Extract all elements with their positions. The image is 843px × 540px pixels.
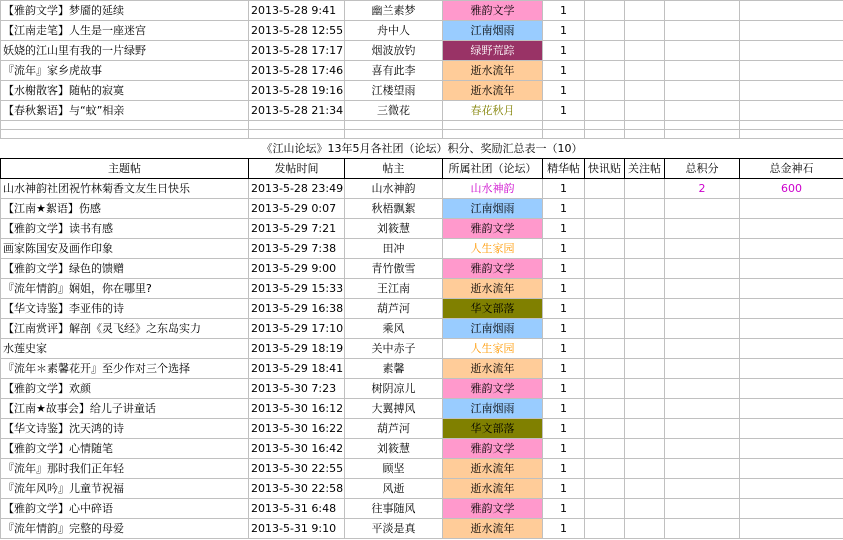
cell-time[interactable]: 2013-5-28 17:17 — [249, 41, 345, 61]
cell-club[interactable]: 雅韵文学 — [443, 1, 543, 21]
cell-topic[interactable]: 『流年＊素馨花开』至少作对三个选择 — [1, 359, 249, 379]
cell-guanzhu[interactable] — [625, 1, 665, 21]
cell-jinghua[interactable]: 1 — [543, 359, 585, 379]
cell-time[interactable]: 2013-5-29 0:07 — [249, 199, 345, 219]
table-row — [1, 219, 843, 239]
cell-total[interactable] — [665, 279, 740, 299]
cell-jinghua[interactable]: 1 — [543, 499, 585, 519]
cell-total[interactable] — [665, 419, 740, 439]
cell-gold[interactable] — [740, 399, 843, 419]
cell-jinghua[interactable]: 1 — [543, 479, 585, 499]
cell-guanzhu[interactable] — [625, 219, 665, 239]
cell-jinghua[interactable]: 1 — [543, 179, 585, 199]
cell-club[interactable]: 江南烟雨 — [443, 199, 543, 219]
cell-guanzhu[interactable] — [625, 499, 665, 519]
cell-jinghua[interactable]: 1 — [543, 21, 585, 41]
cell-club[interactable]: 山水神韵 — [443, 179, 543, 199]
cell-gold[interactable] — [740, 319, 843, 339]
table-row — [1, 499, 843, 519]
cell-gold[interactable] — [740, 279, 843, 299]
header-jinghua[interactable]: 精华帖 — [543, 159, 585, 179]
cell-gold[interactable] — [740, 339, 843, 359]
table-row — [1, 1, 843, 21]
cell-club[interactable]: 雅韵文学 — [443, 219, 543, 239]
cell-author[interactable]: 顾坚 — [345, 459, 443, 479]
cell-time[interactable]: 2013-5-28 23:49 — [249, 179, 345, 199]
cell-gold[interactable] — [740, 61, 843, 81]
header-guanzhu[interactable]: 关注帖 — [625, 159, 665, 179]
cell-author[interactable]: 烟波放钓 — [345, 41, 443, 61]
cell-guanzhu[interactable] — [625, 81, 665, 101]
cell-guanzhu[interactable] — [625, 299, 665, 319]
cell-club[interactable]: 逝水流年 — [443, 81, 543, 101]
cell-author[interactable]: 秋梧飘絮 — [345, 199, 443, 219]
cell-guanzhu[interactable] — [625, 199, 665, 219]
cell-jinghua[interactable]: 1 — [543, 299, 585, 319]
header-author[interactable]: 帖主 — [345, 159, 443, 179]
cell-time[interactable]: 2013-5-29 9:00 — [249, 259, 345, 279]
cell-club[interactable]: 华文部落 — [443, 299, 543, 319]
cell-club[interactable]: 江南烟雨 — [443, 399, 543, 419]
cell-total[interactable] — [665, 479, 740, 499]
cell-kuaixun[interactable] — [585, 41, 625, 61]
cell-author[interactable]: 刘筱慧 — [345, 219, 443, 239]
cell-gold[interactable] — [740, 101, 843, 121]
cell-topic[interactable]: 【江南★絮语】伤感 — [1, 199, 249, 219]
header-gold[interactable]: 总金神石 — [740, 159, 843, 179]
cell-jinghua[interactable]: 1 — [543, 41, 585, 61]
cell-kuaixun[interactable] — [585, 21, 625, 41]
cell-total[interactable] — [665, 519, 740, 539]
cell-club[interactable]: 雅韵文学 — [443, 499, 543, 519]
cell-guanzhu[interactable] — [625, 379, 665, 399]
cell-total[interactable] — [665, 199, 740, 219]
cell-guanzhu[interactable] — [625, 41, 665, 61]
cell-total[interactable] — [665, 61, 740, 81]
header-kuaixun[interactable]: 快讯贴 — [585, 159, 625, 179]
cell-gold[interactable] — [740, 21, 843, 41]
cell-guanzhu[interactable] — [625, 179, 665, 199]
header-topic[interactable]: 主题帖 — [1, 159, 249, 179]
cell-guanzhu[interactable] — [625, 459, 665, 479]
cell-time[interactable]: 2013-5-29 17:10 — [249, 319, 345, 339]
header-club[interactable]: 所属社团（论坛） — [443, 159, 543, 179]
cell-gold[interactable] — [740, 1, 843, 21]
cell-time[interactable]: 2013-5-29 7:21 — [249, 219, 345, 239]
cell-club[interactable]: 逝水流年 — [443, 359, 543, 379]
table-row — [1, 279, 843, 299]
cell-author[interactable]: 田冲 — [345, 239, 443, 259]
header-time[interactable]: 发帖时间 — [249, 159, 345, 179]
cell-gold[interactable] — [740, 219, 843, 239]
cell-gold[interactable] — [740, 41, 843, 61]
cell-topic[interactable]: 【雅韵文学】心情随笔 — [1, 439, 249, 459]
cell-jinghua[interactable]: 1 — [543, 199, 585, 219]
cell-time[interactable]: 2013-5-29 7:38 — [249, 239, 345, 259]
cell-topic[interactable]: 【雅韵文学】读书有感 — [1, 219, 249, 239]
cell-gold[interactable] — [740, 81, 843, 101]
cell-author[interactable]: 江楼望雨 — [345, 81, 443, 101]
table-row — [1, 259, 843, 279]
cell-kuaixun[interactable] — [585, 319, 625, 339]
cell-author[interactable]: 幽兰素梦 — [345, 1, 443, 21]
table-row — [1, 339, 843, 359]
cell-topic[interactable]: 『流年』那时我们正年轻 — [1, 459, 249, 479]
cell-topic[interactable]: 『流年情韵』娴姐，你在哪里? — [1, 279, 249, 299]
cell-topic[interactable]: 【江南★故事会】给儿子讲童话 — [1, 399, 249, 419]
cell-topic[interactable]: 【雅韵文学】绿色的馈赠 — [1, 259, 249, 279]
cell-jinghua[interactable]: 1 — [543, 399, 585, 419]
cell-time[interactable]: 2013-5-30 22:58 — [249, 479, 345, 499]
cell-club[interactable]: 雅韵文学 — [443, 259, 543, 279]
blank-row — [1, 121, 843, 130]
cell-guanzhu[interactable] — [625, 359, 665, 379]
cell-author[interactable]: 葫芦河 — [345, 299, 443, 319]
cell-kuaixun[interactable] — [585, 61, 625, 81]
cell-total[interactable] — [665, 21, 740, 41]
cell-kuaixun[interactable] — [585, 199, 625, 219]
cell-time[interactable]: 2013-5-29 18:19 — [249, 339, 345, 359]
cell-jinghua[interactable]: 1 — [543, 379, 585, 399]
table-row — [1, 101, 843, 121]
cell-total[interactable] — [665, 319, 740, 339]
cell-topic[interactable]: 画家陈国安及画作印象 — [1, 239, 249, 259]
cell-club[interactable]: 逝水流年 — [443, 61, 543, 81]
cell-author[interactable]: 素馨 — [345, 359, 443, 379]
cell-club[interactable]: 逝水流年 — [443, 279, 543, 299]
cell-kuaixun[interactable] — [585, 279, 625, 299]
top-rows — [1, 1, 843, 121]
table-row — [1, 239, 843, 259]
cell-topic[interactable]: 【华文诗鉴】沈天鸿的诗 — [1, 419, 249, 439]
table-row — [1, 299, 843, 319]
cell-kuaixun[interactable] — [585, 1, 625, 21]
cell-author[interactable]: 王江南 — [345, 279, 443, 299]
cell-guanzhu[interactable] — [625, 479, 665, 499]
cell-club[interactable]: 江南烟雨 — [443, 21, 543, 41]
table-row — [1, 41, 843, 61]
cell-topic[interactable]: 【江南走笔】人生是一座迷宫 — [1, 21, 249, 41]
cell-club[interactable]: 绿野荒踪 — [443, 41, 543, 61]
cell-total[interactable] — [665, 239, 740, 259]
cell-jinghua[interactable]: 1 — [543, 419, 585, 439]
cell-total[interactable] — [665, 379, 740, 399]
cell-guanzhu[interactable] — [625, 439, 665, 459]
cell-author[interactable]: 葫芦河 — [345, 419, 443, 439]
header-total[interactable]: 总积分 — [665, 159, 740, 179]
table-row — [1, 459, 843, 479]
cell-topic[interactable]: 【华文诗鉴】李亚伟的诗 — [1, 299, 249, 319]
cell-time[interactable]: 2013-5-29 16:38 — [249, 299, 345, 319]
table-row — [1, 21, 843, 41]
cell-time[interactable]: 2013-5-30 16:42 — [249, 439, 345, 459]
cell-time[interactable]: 2013-5-31 9:10 — [249, 519, 345, 539]
cell-kuaixun[interactable] — [585, 459, 625, 479]
cell-author[interactable]: 往事随风 — [345, 499, 443, 519]
cell-total[interactable] — [665, 101, 740, 121]
cell-kuaixun[interactable] — [585, 239, 625, 259]
cell-guanzhu[interactable] — [625, 101, 665, 121]
cell-author[interactable]: 风逝 — [345, 479, 443, 499]
cell-jinghua[interactable]: 1 — [543, 81, 585, 101]
cell-jinghua[interactable]: 1 — [543, 439, 585, 459]
cell-guanzhu[interactable] — [625, 21, 665, 41]
table-row — [1, 61, 843, 81]
table-row — [1, 439, 843, 459]
cell-topic[interactable]: 【雅韵文学】心中碎语 — [1, 499, 249, 519]
cell-total[interactable] — [665, 219, 740, 239]
cell-total[interactable]: 2 — [665, 179, 740, 199]
cell-total[interactable] — [665, 499, 740, 519]
cell-club[interactable]: 春花秋月 — [443, 101, 543, 121]
cell-author[interactable]: 大翼搏风 — [345, 399, 443, 419]
cell-jinghua[interactable]: 1 — [543, 279, 585, 299]
cell-kuaixun[interactable] — [585, 379, 625, 399]
cell-guanzhu[interactable] — [625, 319, 665, 339]
cell-club[interactable]: 人生家园 — [443, 239, 543, 259]
cell-time[interactable]: 2013-5-28 19:16 — [249, 81, 345, 101]
cell-gold[interactable] — [740, 239, 843, 259]
cell-guanzhu[interactable] — [625, 519, 665, 539]
cell-author[interactable]: 喜有此李 — [345, 61, 443, 81]
cell-guanzhu[interactable] — [625, 239, 665, 259]
cell-gold[interactable] — [740, 459, 843, 479]
cell-gold[interactable] — [740, 299, 843, 319]
cell-jinghua[interactable]: 1 — [543, 239, 585, 259]
cell-kuaixun[interactable] — [585, 81, 625, 101]
cell-topic[interactable]: 山水神韵社团祝竹林菊香文友生日快乐 — [1, 179, 249, 199]
cell-topic[interactable]: 水莲史家 — [1, 339, 249, 359]
cell-club[interactable]: 人生家园 — [443, 339, 543, 359]
cell-guanzhu[interactable] — [625, 259, 665, 279]
cell-club[interactable]: 逝水流年 — [443, 479, 543, 499]
cell-kuaixun[interactable] — [585, 439, 625, 459]
table-row — [1, 81, 843, 101]
cell-guanzhu[interactable] — [625, 419, 665, 439]
table-row — [1, 199, 843, 219]
cell-guanzhu[interactable] — [625, 61, 665, 81]
cell-author[interactable]: 三微花 — [345, 101, 443, 121]
cell-topic[interactable]: 『流年风吟』儿童节祝福 — [1, 479, 249, 499]
cell-total[interactable] — [665, 399, 740, 419]
main-rows — [1, 179, 843, 539]
cell-jinghua[interactable]: 1 — [543, 1, 585, 21]
cell-topic[interactable]: 【水榭散客】随帖的寂寞 — [1, 81, 249, 101]
section-title: 《江山论坛》13年5月各社团（论坛）积分、奖励汇总表一（10） — [261, 142, 583, 155]
cell-club[interactable]: 雅韵文学 — [443, 379, 543, 399]
cell-club[interactable]: 雅韵文学 — [443, 439, 543, 459]
table-row — [1, 379, 843, 399]
cell-guanzhu[interactable] — [625, 399, 665, 419]
cell-author[interactable]: 青竹傲雪 — [345, 259, 443, 279]
cell-jinghua[interactable]: 1 — [543, 519, 585, 539]
cell-time[interactable]: 2013-5-29 15:33 — [249, 279, 345, 299]
cell-jinghua[interactable]: 1 — [543, 61, 585, 81]
cell-author[interactable]: 舟中人 — [345, 21, 443, 41]
cell-kuaixun[interactable] — [585, 419, 625, 439]
cell-author[interactable]: 乘风 — [345, 319, 443, 339]
cell-kuaixun[interactable] — [585, 499, 625, 519]
table-row — [1, 359, 843, 379]
cell-kuaixun[interactable] — [585, 299, 625, 319]
cell-jinghua[interactable]: 1 — [543, 259, 585, 279]
cell-total[interactable] — [665, 1, 740, 21]
cell-topic[interactable]: 【雅韵文学】梦靥的延续 — [1, 1, 249, 21]
cell-kuaixun[interactable] — [585, 339, 625, 359]
cell-kuaixun[interactable] — [585, 479, 625, 499]
cell-club[interactable]: 江南烟雨 — [443, 319, 543, 339]
cell-total[interactable] — [665, 41, 740, 61]
cell-time[interactable]: 2013-5-28 17:46 — [249, 61, 345, 81]
header-row — [1, 159, 843, 179]
table-row — [1, 319, 843, 339]
cell-time[interactable]: 2013-5-31 6:48 — [249, 499, 345, 519]
cell-gold[interactable] — [740, 519, 843, 539]
table-row — [1, 479, 843, 499]
cell-time[interactable]: 2013-5-30 16:22 — [249, 419, 345, 439]
cell-guanzhu[interactable] — [625, 339, 665, 359]
cell-author[interactable]: 刘筱慧 — [345, 439, 443, 459]
cell-total[interactable] — [665, 439, 740, 459]
cell-jinghua[interactable]: 1 — [543, 339, 585, 359]
cell-jinghua[interactable]: 1 — [543, 459, 585, 479]
table-row — [1, 419, 843, 439]
cell-time[interactable]: 2013-5-28 21:34 — [249, 101, 345, 121]
cell-total[interactable] — [665, 81, 740, 101]
cell-topic[interactable]: 『流年』家乡虎故事 — [1, 61, 249, 81]
cell-guanzhu[interactable] — [625, 279, 665, 299]
cell-kuaixun[interactable] — [585, 359, 625, 379]
cell-kuaixun[interactable] — [585, 519, 625, 539]
cell-topic[interactable]: 【江南赏评】解剖《灵飞经》之东岛实力 — [1, 319, 249, 339]
table-row — [1, 179, 843, 199]
cell-club[interactable]: 逝水流年 — [443, 459, 543, 479]
table-row — [1, 399, 843, 419]
cell-kuaixun[interactable] — [585, 179, 625, 199]
cell-gold[interactable] — [740, 439, 843, 459]
cell-club[interactable]: 逝水流年 — [443, 519, 543, 539]
cell-kuaixun[interactable] — [585, 219, 625, 239]
cell-gold[interactable] — [740, 379, 843, 399]
cell-jinghua[interactable]: 1 — [543, 319, 585, 339]
cell-kuaixun[interactable] — [585, 259, 625, 279]
cell-topic[interactable]: 『流年情韵』完整的母爱 — [1, 519, 249, 539]
cell-jinghua[interactable]: 1 — [543, 101, 585, 121]
cell-topic[interactable]: 【雅韵文学】欢颜 — [1, 379, 249, 399]
table-row — [1, 519, 843, 539]
cell-gold[interactable] — [740, 359, 843, 379]
cell-gold[interactable] — [740, 199, 843, 219]
cell-total[interactable] — [665, 459, 740, 479]
cell-topic[interactable]: 【春秋絮语】与“蚊”相亲 — [1, 101, 249, 121]
cell-gold[interactable] — [740, 499, 843, 519]
cell-time[interactable]: 2013-5-30 22:55 — [249, 459, 345, 479]
cell-gold[interactable] — [740, 419, 843, 439]
cell-time[interactable]: 2013-5-28 12:55 — [249, 21, 345, 41]
cell-total[interactable] — [665, 339, 740, 359]
cell-time[interactable]: 2013-5-30 7:23 — [249, 379, 345, 399]
section-title-row — [1, 139, 843, 159]
cell-gold[interactable]: 600 — [740, 179, 843, 199]
cell-kuaixun[interactable] — [585, 399, 625, 419]
cell-author[interactable]: 山水神韵 — [345, 179, 443, 199]
cell-total[interactable] — [665, 359, 740, 379]
cell-total[interactable] — [665, 299, 740, 319]
cell-time[interactable]: 2013-5-28 9:41 — [249, 1, 345, 21]
cell-time[interactable]: 2013-5-29 18:41 — [249, 359, 345, 379]
cell-author[interactable]: 平淡是真 — [345, 519, 443, 539]
blank-row — [1, 130, 843, 139]
cell-jinghua[interactable]: 1 — [543, 219, 585, 239]
cell-club[interactable]: 华文部落 — [443, 419, 543, 439]
cell-author[interactable]: 树阴凉儿 — [345, 379, 443, 399]
cell-gold[interactable] — [740, 259, 843, 279]
cell-time[interactable]: 2013-5-30 16:12 — [249, 399, 345, 419]
cell-gold[interactable] — [740, 479, 843, 499]
cell-author[interactable]: 关中赤子 — [345, 339, 443, 359]
cell-kuaixun[interactable] — [585, 101, 625, 121]
cell-total[interactable] — [665, 259, 740, 279]
cell-topic[interactable]: 妖娆的江山里有我的一片绿野 — [1, 41, 249, 61]
